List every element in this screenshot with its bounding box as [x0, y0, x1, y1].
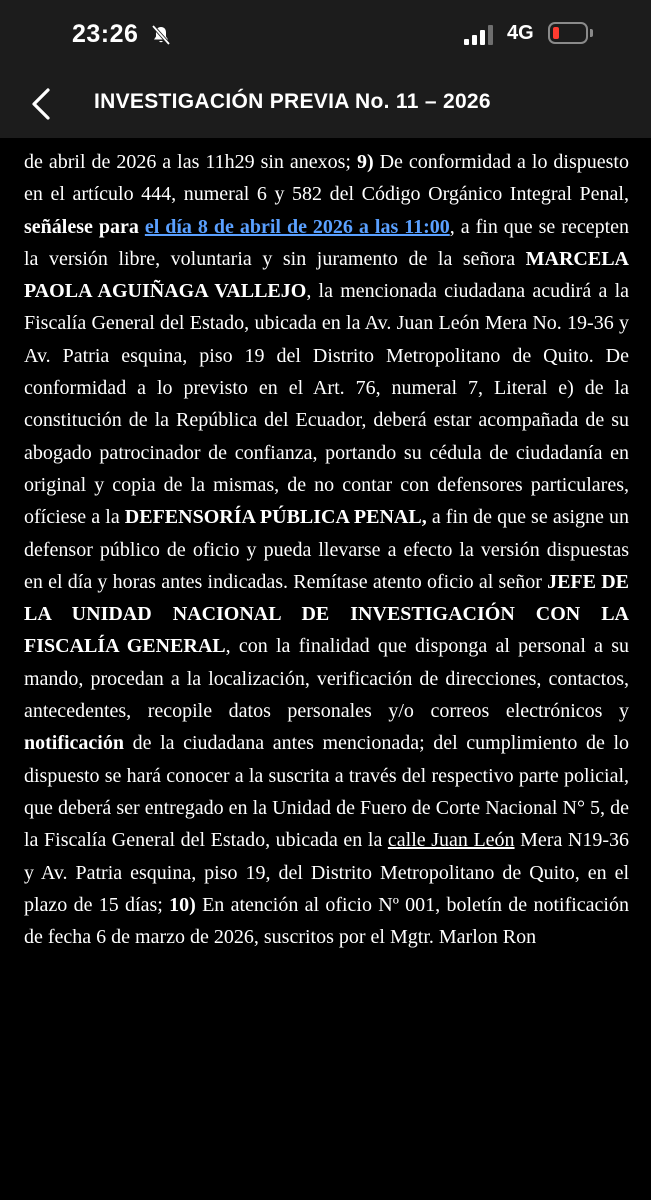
text-segment: , a fin que se recepten la versión libre, voluntaria y sin juramento de la señora [24, 215, 630, 270]
chevron-left-icon[interactable] [26, 84, 62, 124]
official-title: JEFE DE LA UNIDAD NACIONAL DE INVESTIGACIÓN CON LA FISCALÍA GENERAL [24, 570, 629, 658]
battery-icon [548, 22, 588, 44]
person-name: MARCELA PAOLA AGUIÑAGA VALLEJO [24, 247, 629, 303]
document-paragraph [24, 146, 629, 953]
date-link[interactable]: el día 8 de abril de 2026 a las 11:00 [144, 215, 450, 238]
status-time: 23:26 [72, 20, 139, 48]
bold-word: notificación [24, 732, 124, 755]
cellular-signal-icon [463, 25, 495, 45]
status-bar [0, 0, 651, 68]
text-segment: a fin de que se asigne un defensor público de oficio y pueda llevarse a efecto la versión dispuestas en el día y horas antes indicadas. Remítase atento oficio al señor [24, 506, 630, 593]
page-title: INVESTIGACIÓN PREVIA No. 11 – 2026 [94, 90, 491, 113]
battery-cap [590, 29, 593, 37]
text-segment: , la mencionada ciudadana acudirá a la Fiscalía General del Estado, ubicada en la Av. Juan León Mera No. 19-36 y Av. Patria esquina, piso 19 del Distrito Metropolitano de Quito. De conformidad a lo previsto en el Art. 76, numeral 7, Literal e) de la constitución de la República del Ecuador, deberá estar acompañada de su abogado patrocinador de confianza, portando su cédula de ciudadanía en original y copia de la mismas, de no contar con defensores particulares, ofíciese a la [24, 280, 629, 529]
bold-phrase: señálese para [24, 215, 139, 238]
network-type: 4G [507, 22, 534, 44]
text-segment: , con la finalidad que disponga al personal a su mando, procedan a la localización, verificación de direcciones, contactos, antecedentes, recopile datos personales y/o correos electrónicos y [24, 635, 629, 723]
navigation-bar [0, 68, 651, 138]
item-number-9: 9) [356, 151, 374, 173]
bell-muted-icon [150, 24, 172, 46]
text-segment: de abril de 2026 a las 11h29 sin anexos; [24, 151, 357, 173]
text-segment: Mera N19-36 y Av. Patria esquina, piso 19, del Distrito Metropolitano de Quito, en el plazo de 15 días; [24, 829, 629, 916]
battery-level [553, 27, 559, 39]
text-segment: En atención al oficio Nº 001, boletín de notificación de fecha 6 de marzo de 2026, suscritos por el Mgtr. Marlon Ron [24, 893, 629, 949]
institution-name: DEFENSORÍA PÚBLICA PENAL, [124, 506, 427, 529]
text-segment: de la ciudadana antes mencionada; del cumplimiento de lo dispuesto se hará conocer a la suscrita a través del respectivo parte policial, que deberá ser entregado en la Unidad de Fuero de Corte Nacional N° 5, de la Fiscalía General del Estado, ubicada en la [24, 732, 629, 852]
underlined-address: calle Juan León [387, 829, 515, 852]
document-viewer[interactable] [0, 138, 651, 1200]
text-segment: De conformidad a lo dispuesto en el artículo 444, numeral 6 y 582 del Código Orgánico Integral Penal, [24, 151, 629, 206]
item-number-10: 10) [169, 893, 196, 916]
